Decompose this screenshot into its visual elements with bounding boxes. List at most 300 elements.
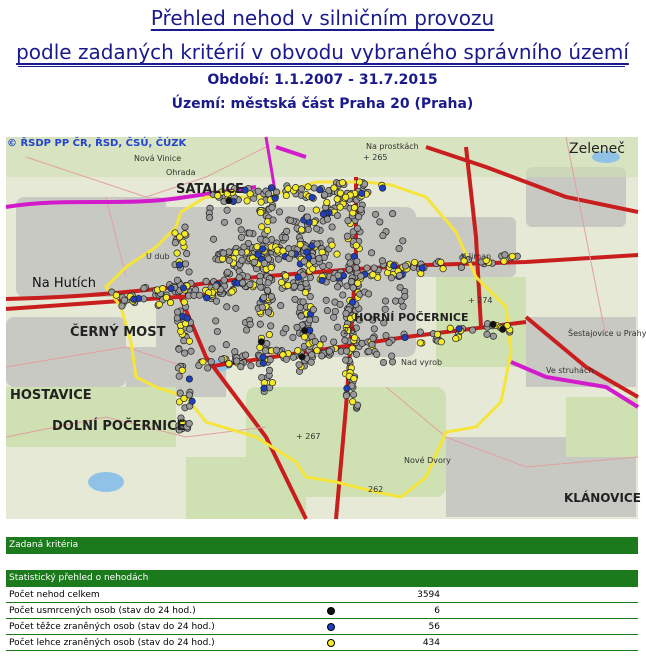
accident-marker[interactable] [344,233,350,239]
accident-marker[interactable] [264,227,270,233]
accident-marker[interactable] [346,266,352,272]
accident-marker[interactable] [220,250,226,256]
accident-marker[interactable] [255,188,261,194]
accident-marker[interactable] [283,325,289,331]
accident-marker[interactable] [275,256,281,262]
accident-marker[interactable] [224,269,230,275]
accident-marker[interactable] [235,218,241,224]
accident-marker[interactable] [353,242,359,248]
accident-marker[interactable] [453,335,459,341]
accident-marker[interactable] [294,324,300,330]
accident-marker[interactable] [329,242,335,248]
accident-marker[interactable] [343,194,349,200]
accident-marker[interactable] [319,277,325,283]
accident-marker[interactable] [213,283,219,289]
accident-marker[interactable] [438,339,444,345]
accident-marker[interactable] [334,196,340,202]
accident-marker[interactable] [224,207,230,213]
accident-marker[interactable] [350,399,356,405]
accident-marker[interactable] [364,265,370,271]
accident-marker[interactable] [189,398,195,404]
accident-marker[interactable] [206,214,212,220]
accident-marker[interactable] [469,327,475,333]
accident-marker[interactable] [283,356,289,362]
stat-value: 3594 [417,590,440,600]
stat-value: 6 [434,606,440,616]
accident-marker[interactable] [447,325,453,331]
accident-marker[interactable] [266,331,272,337]
accident-marker[interactable] [268,185,274,191]
accident-marker[interactable] [229,289,235,295]
accident-marker[interactable] [238,227,244,233]
accident-marker[interactable] [247,321,253,327]
accident-marker[interactable] [160,285,166,291]
accident-marker[interactable] [331,185,337,191]
accident-marker[interactable] [458,264,464,270]
accident-marker[interactable] [226,360,232,366]
accident-marker[interactable] [396,245,402,251]
accident-marker[interactable] [334,284,340,290]
accident-marker[interactable] [484,331,490,337]
accident-map[interactable] [6,137,646,519]
accident-marker[interactable] [349,299,355,305]
accident-marker[interactable] [268,323,274,329]
accident-marker[interactable] [368,250,374,256]
accident-marker[interactable] [392,298,398,304]
accident-marker[interactable] [182,224,188,230]
accident-marker[interactable] [174,277,180,283]
label-cerny-most: ČERNÝ MOST [70,325,166,340]
accident-marker[interactable] [239,249,245,255]
accident-marker[interactable] [182,350,188,356]
accident-marker[interactable] [309,352,315,358]
accident-marker[interactable] [181,299,187,305]
accident-marker[interactable] [380,232,386,238]
accident-marker[interactable] [176,373,182,379]
accident-marker[interactable] [337,204,343,210]
stat-row-light [6,635,638,651]
accident-marker[interactable] [178,328,184,334]
accident-marker[interactable] [273,347,279,353]
accident-marker[interactable] [377,219,383,225]
accident-marker[interactable] [319,353,325,359]
accident-marker[interactable] [257,278,263,284]
accident-marker[interactable] [298,205,304,211]
accident-marker[interactable] [266,367,272,373]
accident-marker[interactable] [354,225,360,231]
accident-marker[interactable] [369,341,375,347]
accident-marker[interactable] [358,273,364,279]
accident-marker[interactable] [365,291,371,297]
accident-marker[interactable] [240,280,246,286]
accident-marker[interactable] [156,301,162,307]
accident-marker[interactable] [262,348,268,354]
accident-marker[interactable] [131,296,137,302]
stat-label: Počet lehce zraněných osob (stav do 24 hod.) [9,638,215,648]
accident-marker[interactable] [232,349,238,355]
accident-marker[interactable] [278,302,284,308]
accident-marker[interactable] [269,204,275,210]
accident-marker[interactable] [223,342,229,348]
accident-marker[interactable] [298,313,304,319]
accident-marker[interactable] [282,235,288,241]
accident-marker[interactable] [200,359,206,365]
accident-marker[interactable] [238,364,244,370]
accident-marker[interactable] [382,298,388,304]
accident-marker[interactable] [209,346,215,352]
period-text: Období: 1.1.2007 - 31.7.2015 [207,72,438,88]
accident-marker[interactable] [353,351,359,357]
accident-marker[interactable] [260,360,266,366]
accident-marker[interactable] [309,194,315,200]
accident-marker[interactable] [264,287,270,293]
accident-marker[interactable] [347,260,353,266]
accident-marker[interactable] [276,209,282,215]
accident-marker[interactable] [302,289,308,295]
accident-marker[interactable] [326,348,332,354]
accident-marker[interactable] [343,348,349,354]
accident-marker[interactable] [268,264,274,270]
accident-marker[interactable] [359,190,365,196]
accident-marker[interactable] [501,258,507,264]
accident-marker[interactable] [296,362,302,368]
accident-marker[interactable] [400,238,406,244]
serious-dot-icon [327,623,335,631]
accident-marker[interactable] [350,391,356,397]
accident-marker[interactable] [356,214,362,220]
accident-marker[interactable] [290,334,296,340]
accident-marker[interactable] [180,285,186,291]
accident-marker[interactable] [219,356,225,362]
accident-marker[interactable] [187,326,193,332]
accident-marker[interactable] [312,338,318,344]
accident-marker[interactable] [302,327,308,333]
accident-marker[interactable] [239,257,245,263]
accident-marker[interactable] [379,185,385,191]
accident-marker[interactable] [186,338,192,344]
accident-marker[interactable] [295,274,301,280]
accident-marker[interactable] [259,246,265,252]
territory-text: Území: městská část Praha 20 (Praha) [171,96,474,112]
accident-marker[interactable] [242,352,248,358]
accident-marker[interactable] [308,359,314,365]
accident-marker[interactable] [334,212,340,218]
accident-marker[interactable] [417,340,423,346]
accident-marker[interactable] [334,324,340,330]
accident-marker[interactable] [313,207,319,213]
title-divider [18,66,625,67]
label-k-jiman: K Jiman [461,252,492,261]
accident-marker[interactable] [287,217,293,223]
accident-marker[interactable] [350,285,356,291]
accident-marker[interactable] [224,304,230,310]
accident-marker[interactable] [335,272,341,278]
accident-marker[interactable] [244,198,250,204]
accident-marker[interactable] [184,315,190,321]
accident-marker[interactable] [297,241,303,247]
label-satalice: SATALICE [176,182,244,197]
accident-marker[interactable] [301,334,307,340]
accident-marker[interactable] [283,192,289,198]
label-262: 262 [368,485,384,494]
accident-marker[interactable] [203,295,209,301]
accident-marker[interactable] [247,281,253,287]
accident-marker[interactable] [258,339,264,345]
accident-marker[interactable] [502,252,508,258]
fatal-dot-icon [327,607,335,615]
accident-marker[interactable] [213,298,219,304]
accident-marker[interactable] [219,256,225,262]
accident-marker[interactable] [348,278,354,284]
accident-marker[interactable] [343,310,349,316]
stat-label: Počet usmrcených osob (stav do 24 hod.) [9,606,196,616]
accident-marker[interactable] [176,262,182,268]
accident-marker[interactable] [397,284,403,290]
accident-marker[interactable] [366,348,372,354]
accident-marker[interactable] [320,336,326,342]
accident-marker[interactable] [297,304,303,310]
accident-marker[interactable] [208,359,214,365]
accident-marker[interactable] [259,304,265,310]
accident-marker[interactable] [226,197,232,203]
accident-marker[interactable] [380,359,386,365]
accident-marker[interactable] [233,250,239,256]
accident-marker[interactable] [351,375,357,381]
accident-marker[interactable] [324,199,330,205]
accident-marker[interactable] [323,297,329,303]
accident-marker[interactable] [233,305,239,311]
accident-marker[interactable] [371,326,377,332]
accident-marker[interactable] [295,347,301,353]
accident-marker[interactable] [389,353,395,359]
accident-marker[interactable] [167,299,173,305]
stat-row-serious [6,619,638,635]
accident-marker[interactable] [389,210,395,216]
accident-marker[interactable] [205,365,211,371]
accident-marker[interactable] [259,224,265,230]
accident-marker[interactable] [304,214,310,220]
accident-marker[interactable] [119,303,125,309]
accident-marker[interactable] [172,240,178,246]
accident-marker[interactable] [337,301,343,307]
accident-marker[interactable] [391,263,397,269]
accident-marker[interactable] [331,339,337,345]
accident-marker[interactable] [188,348,194,354]
accident-marker[interactable] [251,259,257,265]
accident-marker[interactable] [417,329,423,335]
criteria-bar[interactable]: Zadaná kritéria [6,537,638,554]
accident-marker[interactable] [374,351,380,357]
accident-marker[interactable] [371,265,377,271]
accident-marker[interactable] [490,333,496,339]
accident-marker[interactable] [438,259,444,265]
accident-marker[interactable] [261,385,267,391]
label-265: + 265 [363,153,388,162]
label-hostavice: HOSTAVICE [10,388,92,403]
accident-marker[interactable] [324,216,330,222]
accident-marker[interactable] [238,234,244,240]
accident-marker[interactable] [339,179,345,185]
label-nove-dvory: Nové Dvory [404,456,451,465]
accident-marker[interactable] [500,326,506,332]
accident-marker[interactable] [317,187,323,193]
accident-marker[interactable] [265,280,271,286]
accident-marker[interactable] [113,292,119,298]
accident-marker[interactable] [312,316,318,322]
label-na-hutich: Na Hutích [32,276,96,291]
accident-marker[interactable] [269,380,275,386]
accident-marker[interactable] [243,327,249,333]
accident-marker[interactable] [213,318,219,324]
report-title-line-1: Přehled nehod v silničním provozu [150,6,495,30]
accident-marker[interactable] [440,266,446,272]
accident-marker[interactable] [329,224,335,230]
accident-marker[interactable] [402,263,408,269]
accident-marker[interactable] [354,258,360,264]
accident-marker[interactable] [258,209,264,215]
accident-marker[interactable] [234,358,240,364]
accident-marker[interactable] [379,258,385,264]
accident-marker[interactable] [345,218,351,224]
accident-marker[interactable] [383,332,389,338]
stats-bar[interactable]: Statistický přehled o nehodách [6,570,638,587]
accident-marker[interactable] [331,314,337,320]
accident-marker[interactable] [334,251,340,257]
accident-marker[interactable] [372,211,378,217]
accident-marker[interactable] [292,184,298,190]
accident-marker[interactable] [176,346,182,352]
accident-marker[interactable] [419,265,425,271]
accident-marker[interactable] [263,237,269,243]
accident-marker[interactable] [285,282,291,288]
accident-marker[interactable] [509,253,515,259]
map-copyright: © ŘSDP PP ČR, ŘSD, ČSÚ, ČÚZK [7,138,187,149]
accident-marker[interactable] [258,199,264,205]
label-zelenec: Zeleneč [569,141,625,157]
accident-marker[interactable] [301,258,307,264]
label-dolni-pocernice: DOLNÍ POČERNICE [52,419,186,434]
accident-marker[interactable] [402,293,408,299]
accident-marker[interactable] [299,354,305,360]
accident-marker[interactable] [298,227,304,233]
accident-marker[interactable] [303,280,309,286]
accident-marker[interactable] [388,275,394,281]
accident-marker[interactable] [186,269,192,275]
accident-marker[interactable] [174,309,180,315]
accident-marker[interactable] [324,307,330,313]
accident-marker[interactable] [261,260,267,266]
accident-marker[interactable] [180,239,186,245]
accident-marker[interactable] [181,395,187,401]
accident-marker[interactable] [182,231,188,237]
stat-value: 434 [422,638,440,648]
accident-marker[interactable] [186,420,192,426]
accident-marker[interactable] [284,228,290,234]
label-nad-vyrobou: Nad vyrob [401,358,443,367]
accident-marker[interactable] [411,259,417,265]
accident-marker[interactable] [268,293,274,299]
accident-marker[interactable] [265,191,271,197]
accident-marker[interactable] [141,285,147,291]
accident-marker[interactable] [214,328,220,334]
accident-marker[interactable] [221,219,227,225]
accident-marker[interactable] [307,274,313,280]
accident-marker[interactable] [356,179,362,185]
accident-marker[interactable] [340,292,346,298]
accident-marker[interactable] [265,309,271,315]
accident-marker[interactable] [402,334,408,340]
accident-marker[interactable] [184,250,190,256]
accident-marker[interactable] [292,296,298,302]
accident-marker[interactable] [179,367,185,373]
accident-marker[interactable] [434,331,440,337]
accident-marker[interactable] [248,363,254,369]
accident-marker[interactable] [278,279,284,285]
accident-marker[interactable] [358,206,364,212]
accident-marker[interactable] [370,335,376,341]
accident-marker[interactable] [168,285,174,291]
accident-marker[interactable] [174,250,180,256]
accident-marker[interactable] [322,192,328,198]
label-274: + 274 [468,296,493,305]
accident-marker[interactable] [288,250,294,256]
accident-marker[interactable] [344,385,350,391]
accident-marker[interactable] [203,278,209,284]
accident-marker[interactable] [343,357,349,363]
label-klanovice: KLÁNOVICE [564,491,641,505]
accident-marker[interactable] [342,337,348,343]
accident-marker[interactable] [396,272,402,278]
accident-marker[interactable] [314,241,320,247]
accident-marker[interactable] [316,255,322,261]
accident-marker[interactable] [298,186,304,192]
accident-marker[interactable] [196,292,202,298]
accident-marker[interactable] [210,236,216,242]
accident-marker[interactable] [370,272,376,278]
accident-marker[interactable] [121,297,127,303]
accident-marker[interactable] [270,217,276,223]
accident-marker[interactable] [283,273,289,279]
light-dot-icon [327,639,335,647]
accident-marker[interactable] [386,340,392,346]
label-ve-struhach: Ve struhách [546,366,594,375]
accident-marker[interactable] [272,195,278,201]
label-ohrada: Ohrada [166,168,196,177]
accident-marker[interactable] [246,230,252,236]
accident-marker[interactable] [221,277,227,283]
accident-marker[interactable] [353,265,359,271]
accident-marker[interactable] [490,321,496,327]
accident-marker[interactable] [343,393,349,399]
accident-marker[interactable] [172,230,178,236]
accident-marker[interactable] [326,262,332,268]
accident-marker[interactable] [456,326,462,332]
accident-marker[interactable] [389,359,395,365]
accident-marker[interactable] [310,306,316,312]
accident-marker[interactable] [351,204,357,210]
accident-marker[interactable] [291,283,297,289]
accident-marker[interactable] [305,184,311,190]
accident-marker[interactable] [332,308,338,314]
accident-marker[interactable] [260,354,266,360]
accident-marker[interactable] [226,257,232,263]
accident-marker[interactable] [186,376,192,382]
accident-marker[interactable] [257,321,263,327]
accident-marker[interactable] [261,294,267,300]
accident-marker[interactable] [314,226,320,232]
accident-marker[interactable] [255,251,261,257]
accident-marker[interactable] [337,190,343,196]
